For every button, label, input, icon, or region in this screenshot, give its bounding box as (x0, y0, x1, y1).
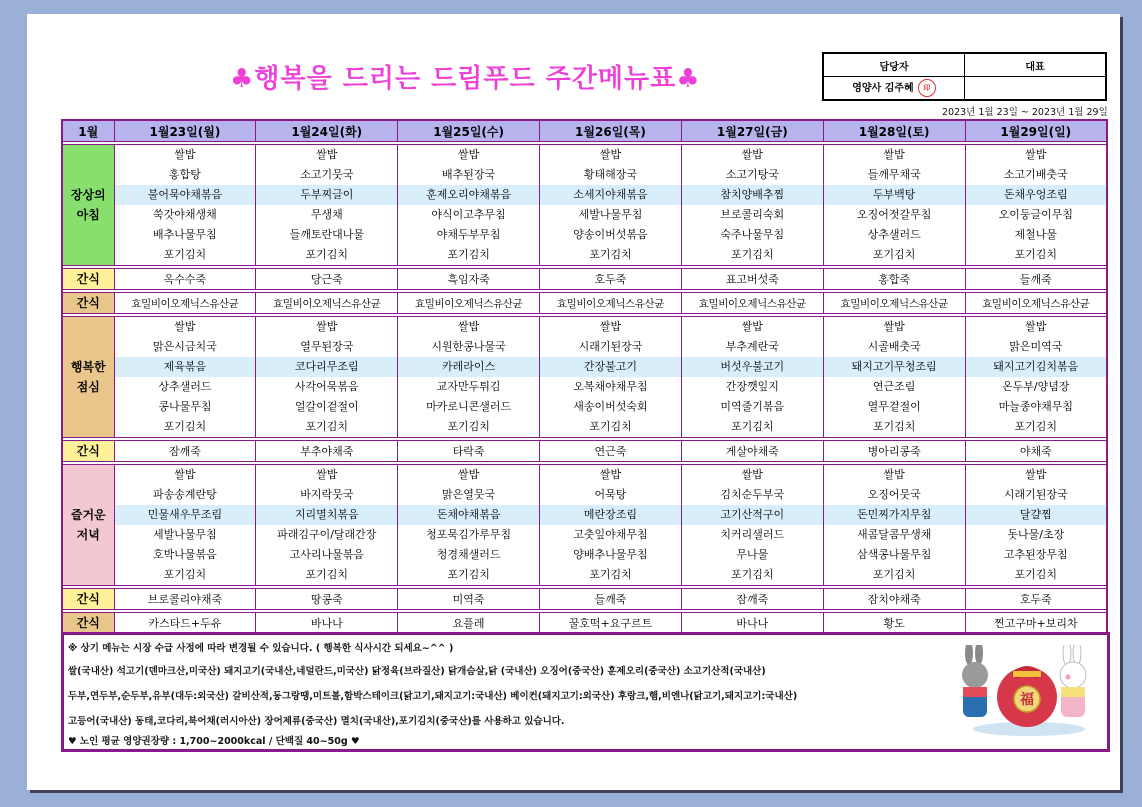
snack-item: 야채죽 (965, 441, 1107, 462)
dish-item: 상추샐러드 (867, 228, 921, 241)
dish-item: 사각어묵볶음 (294, 380, 359, 393)
snack-item: 잠치야채죽 (823, 589, 965, 610)
dish-item: 쌀밥 (174, 148, 196, 161)
snack1-label: 간식 (62, 269, 114, 290)
dish-item: 포기김치 (589, 248, 632, 261)
dish-item: 세발나물무침 (578, 208, 643, 221)
breakfast-day-cell (114, 145, 256, 266)
day-header: 1월23일(월) (114, 120, 256, 142)
dish-item: 달걀찜 (966, 505, 1106, 525)
dish-item: 돼지고기김치볶음 (966, 357, 1106, 377)
approval-label-ceo: 대표 (965, 53, 1107, 77)
lunch-day-cell (114, 317, 256, 438)
breakfast-row (62, 145, 1107, 266)
breakfast-day-cell (681, 145, 823, 266)
snack-item: 황도 (823, 613, 965, 635)
dish-item: 쌀밥 (883, 320, 905, 333)
dish-item: 쌀밥 (174, 320, 196, 333)
dish-item: 포기김치 (163, 568, 207, 581)
dish-item: 온두부/양념장 (1002, 380, 1070, 393)
snack-item: 잠깨죽 (114, 441, 256, 462)
dinner-day-cell (540, 465, 682, 586)
snack2-row (62, 441, 1107, 462)
dish-item: 포기김치 (163, 420, 207, 433)
dish-item: 시래기된장국 (1003, 488, 1068, 501)
dish-item: 쌀밥 (457, 320, 480, 333)
dish-item: 포기김치 (589, 420, 632, 433)
snack-item: 브로콜리야채죽 (114, 589, 256, 610)
dish-item: 세발나물무침 (153, 528, 217, 541)
snack-item: 들깨죽 (540, 589, 682, 610)
dish-item: 포기김치 (447, 248, 490, 261)
dish-item: 배추된장국 (442, 168, 496, 181)
snack2-label: 간식 (62, 441, 114, 462)
lunch-day-cell (256, 317, 398, 438)
lunch-day-cell (681, 317, 823, 438)
dinner-label: 즐거운 저녁 (62, 465, 114, 586)
breakfast-label: 장상의 아침 (62, 145, 114, 266)
dish-item: 시원한콩나물국 (431, 340, 506, 353)
dinner-row (62, 465, 1107, 586)
dish-item: 쌀밥 (1025, 148, 1047, 161)
day-header: 1월24일(화) (256, 120, 398, 142)
dish-item: 돈채우엉조림 (966, 185, 1106, 205)
snack4-row (62, 613, 1107, 635)
note-line: 두부,연두부,순두부,유부(대두:외국산) 갈비산적,동그랑땡,미트볼,함박스테이크(닭고기,돼지고기:국내산) 베이컨(돼지고기:외국산) 후랑크,햄,비엔나(닭고기,돼지고기:국내산) (68, 691, 798, 702)
snack-item: 찐고구마+보리차 (965, 613, 1107, 635)
dish-item: 간장깻잎지 (725, 380, 779, 393)
day-header: 1월29일(일) (965, 120, 1107, 142)
dish-item: 포기김치 (1014, 248, 1058, 261)
snack-item: 효밀비이오제닉스유산균 (681, 293, 823, 314)
dish-item: 포기김치 (1014, 568, 1058, 581)
dish-item: 청포묵김가루무침 (426, 528, 512, 541)
dish-item: 쌀밥 (457, 148, 480, 161)
snack-item: 흑임자죽 (398, 269, 540, 290)
dish-item: 황태해장국 (583, 168, 638, 181)
day-header: 1월27일(금) (681, 120, 823, 142)
lunch-row (62, 317, 1107, 438)
dish-item: 두부백탕 (824, 185, 965, 205)
dish-item: 들깨무채국 (867, 168, 921, 181)
dinner-day-cell (114, 465, 256, 586)
snack3-label: 간식 (62, 589, 114, 610)
note-line: ※ 상기 메뉴는 시장 수급 사정에 따라 변경될 수 있습니다. ( 행복한 식사시간 되세요~^^ ) (68, 643, 454, 654)
dish-item: 간장불고기 (540, 357, 681, 377)
snack-item: 미역죽 (398, 589, 540, 610)
dish-item: 바지락뭇국 (300, 488, 354, 501)
dish-item: 시골배춧국 (867, 340, 921, 353)
dish-item: 상추샐러드 (158, 380, 212, 393)
dish-item: 양송이버섯볶음 (573, 228, 648, 241)
dish-item: 숙주나물무침 (720, 228, 785, 241)
dish-item: 포기김치 (305, 420, 349, 433)
dish-item: 소고기배춧국 (1003, 168, 1068, 181)
dish-item: 포기김치 (589, 568, 632, 581)
dish-item: 쌀밥 (599, 320, 622, 333)
dish-item: 제육볶음 (115, 357, 256, 377)
page-title: ♣행복을 드리는 드림푸드 주간메뉴표♣ (230, 64, 701, 94)
dish-item: 고사리나물볶음 (289, 548, 364, 561)
dish-item: 브로콜리숙회 (720, 208, 785, 221)
dish-item: 들깨토란대나물 (289, 228, 364, 241)
dinner-day-cell (256, 465, 398, 586)
dish-item: 제철나물 (1014, 228, 1058, 241)
day-header: 1월26일(목) (540, 120, 682, 142)
dish-item: 쌀밥 (457, 468, 480, 481)
dish-item: 마카로니콘샐러드 (426, 400, 512, 413)
weekly-menu-table (61, 119, 1108, 635)
dish-item: 쌀밥 (316, 148, 338, 161)
dish-item: 쌀밥 (174, 468, 196, 481)
dish-item: 메란장조림 (540, 505, 681, 525)
snack-item: 땅콩죽 (256, 589, 398, 610)
seal-stamp-icon: 印 (918, 79, 936, 97)
dish-item: 오징어젓갈무침 (856, 208, 932, 221)
dinner-day-cell (398, 465, 540, 586)
breakfast-day-cell (398, 145, 540, 266)
month-header: 1월 (62, 120, 114, 142)
dish-item: 쌀밥 (741, 468, 763, 481)
dish-item: 양배추나물무침 (573, 548, 648, 561)
dish-item: 쌀밥 (741, 320, 763, 333)
dish-item: 열무된장국 (300, 340, 354, 353)
dish-item: 얼갈이겉절이 (294, 400, 359, 413)
dish-item: 포기김치 (872, 420, 916, 433)
rabbit-mascot-icon (955, 645, 1095, 737)
snack-item: 들깨죽 (965, 269, 1107, 290)
dish-item: 포기김치 (872, 568, 916, 581)
dish-item: 포기김치 (731, 420, 774, 433)
dish-item: 포기김치 (872, 248, 916, 261)
dish-item: 김치순두부국 (720, 488, 785, 501)
snack-item: 카스타드+두유 (114, 613, 256, 635)
dinner-day-cell (823, 465, 965, 586)
dish-item: 청경채샐러드 (436, 548, 501, 561)
note-line: ♥ 노인 평균 영양권장량 : 1,700~2000kcal / 단백질 40~50g ♥ (68, 736, 360, 747)
dish-item: 배추나물무침 (153, 228, 217, 241)
dish-item: 무나물 (736, 548, 769, 561)
dinner-day-cell (965, 465, 1107, 586)
snack1-row (62, 269, 1107, 290)
approval-label-manager: 담당자 (823, 53, 965, 77)
lunch-label: 행복한 점심 (62, 317, 114, 438)
approval-box (822, 52, 1107, 101)
day-header: 1월28일(토) (823, 120, 965, 142)
dish-item: 파래김구이/달래간장 (277, 528, 377, 541)
dish-item: 쌀밥 (599, 468, 622, 481)
dish-item: 돗나물/초장 (1007, 528, 1065, 541)
snack-item: 효밀비이오제닉스유산균 (114, 293, 256, 314)
dish-item: 새송이버섯숙회 (573, 400, 648, 413)
dish-item: 시래기된장국 (578, 340, 643, 353)
dish-item: 연근조림 (872, 380, 916, 393)
dish-item: 오복채야채무침 (573, 380, 648, 393)
dish-item: 불어묵야채볶음 (115, 185, 256, 205)
dish-item: 미역줄기볶음 (720, 400, 785, 413)
lunch-day-cell (540, 317, 682, 438)
dish-item: 고춧잎야채무침 (573, 528, 648, 541)
dish-item: 고추된장무침 (1003, 548, 1068, 561)
dish-item: 돈민찌가지무침 (824, 505, 965, 525)
dish-item: 카레라이스 (398, 357, 539, 377)
dish-item: 참치양배추찜 (682, 185, 823, 205)
snack-item: 게살야채죽 (681, 441, 823, 462)
breakfast-day-cell (256, 145, 398, 266)
dish-item: 야채두부무침 (436, 228, 501, 241)
snack-item: 꿀호떡+요구르트 (540, 613, 682, 635)
snack-item: 효밀비이오제닉스유산균 (256, 293, 398, 314)
dish-item: 교자만두튀김 (436, 380, 501, 393)
snack-item: 홍합죽 (823, 269, 965, 290)
dish-item: 포기김치 (305, 248, 349, 261)
snack-item: 바나나 (681, 613, 823, 635)
dish-item: 쌀밥 (599, 148, 622, 161)
snack-item: 병아리콩죽 (823, 441, 965, 462)
snack3-row (62, 589, 1107, 610)
dinner-day-cell (681, 465, 823, 586)
snack-item: 연근죽 (540, 441, 682, 462)
snack-item: 효밀비이오제닉스유산균 (540, 293, 682, 314)
note-line: 고등어(국내산) 동태,코다리,북어채(러시아산) 장어제류(중국산) 멸치(국내산),포기김치(중국산)를 사용하고 있습니다. (68, 716, 565, 727)
dish-item: 쌀밥 (883, 148, 905, 161)
dish-item: 쑥갓야채생채 (153, 208, 217, 221)
dietitian-cell (823, 77, 965, 101)
dish-item: 쌀밥 (1025, 320, 1047, 333)
dish-item: 홍합탕 (168, 168, 201, 181)
snack-item: 바나나 (256, 613, 398, 635)
dish-item: 소고기뭇국 (300, 168, 354, 181)
dish-item: 포기김치 (731, 568, 774, 581)
snack-item: 호두죽 (540, 269, 682, 290)
date-range: 2023년 1월 23일 ~ 2023년 1월 29일 (942, 107, 1108, 118)
dish-item: 콩나물무침 (158, 400, 212, 413)
snack-item: 요플레 (398, 613, 540, 635)
dish-item: 고기산적구이 (682, 505, 823, 525)
snack4-label: 간식 (62, 613, 114, 635)
dish-item: 쌀밥 (741, 148, 763, 161)
dietitian-name: 영양사 김주혜 (852, 83, 914, 94)
dish-item: 쌀밥 (316, 320, 338, 333)
probiotic-row (62, 293, 1107, 314)
dish-item: 지리멸치볶음 (256, 505, 397, 525)
fortune-badge: 福 (1020, 692, 1034, 708)
snack-item: 타락죽 (398, 441, 540, 462)
dish-item: 마늘종야채무침 (998, 400, 1073, 413)
dish-item: 삼색콩나물무침 (856, 548, 932, 561)
dish-item: 치커리샐러드 (720, 528, 785, 541)
dish-item: 열무겉절이 (867, 400, 921, 413)
ceo-sign-cell (965, 77, 1107, 101)
breakfast-day-cell (965, 145, 1107, 266)
probiotic-label: 간식 (62, 293, 114, 314)
dish-item: 호박나물볶음 (153, 548, 217, 561)
dish-item: 어묵탕 (594, 488, 627, 501)
dish-item: 포기김치 (731, 248, 774, 261)
snack-item: 당근죽 (256, 269, 398, 290)
dish-item: 쌀밥 (316, 468, 338, 481)
dish-item: 소고기탕국 (725, 168, 779, 181)
snack-item: 호두죽 (965, 589, 1107, 610)
breakfast-day-cell (823, 145, 965, 266)
note-line: 쌀(국내산) 석고기(덴마크산,미국산) 돼지고기(국내산,네덜란드,미국산) 닭정육(브라질산) 닭개슴살,닭 (국내산) 오징어(중국산) 훈제오리(중국산) 소고기산적(국내산) (68, 666, 766, 677)
dish-item: 부추계란국 (725, 340, 779, 353)
dish-item: 오징어뭇국 (867, 488, 921, 501)
snack-item: 효밀비이오제닉스유산균 (965, 293, 1107, 314)
dish-item: 야식이고추무침 (431, 208, 506, 221)
dish-item: 포기김치 (1014, 420, 1058, 433)
dish-item: 민물새우무조림 (115, 505, 256, 525)
lunch-day-cell (823, 317, 965, 438)
dish-item: 맑은열뭇국 (442, 488, 496, 501)
menu-header-row (62, 120, 1107, 142)
dish-item: 포기김치 (447, 568, 490, 581)
dish-item: 파송송계란탕 (153, 488, 217, 501)
notes-box (61, 632, 1110, 752)
snack-item: 효밀비이오제닉스유산균 (398, 293, 540, 314)
snack-item: 잠깨죽 (681, 589, 823, 610)
dish-item: 새콤달콤무생채 (856, 528, 932, 541)
day-header: 1월25일(수) (398, 120, 540, 142)
snack-item: 부추야채죽 (256, 441, 398, 462)
dish-item: 포기김치 (305, 568, 349, 581)
snack-item: 효밀비이오제닉스유산균 (823, 293, 965, 314)
dish-item: 두부찌글이 (256, 185, 397, 205)
dish-item: 버섯우불고기 (682, 357, 823, 377)
lunch-day-cell (398, 317, 540, 438)
dish-item: 돼지고기무청조림 (824, 357, 965, 377)
dish-item: 훈제오리야채볶음 (398, 185, 539, 205)
dish-item: 코다리무조림 (256, 357, 397, 377)
breakfast-day-cell (540, 145, 682, 266)
snack-item: 옥수수죽 (114, 269, 256, 290)
dish-item: 맑은미역국 (1009, 340, 1063, 353)
dish-item: 소세지야채볶음 (540, 185, 681, 205)
dish-item: 쌀밥 (1025, 468, 1047, 481)
dish-item: 쌀밥 (883, 468, 905, 481)
snack-item: 표고버섯죽 (681, 269, 823, 290)
dish-item: 포기김치 (163, 248, 207, 261)
dish-item: 무생채 (310, 208, 343, 221)
dish-item: 돈채야채볶음 (398, 505, 539, 525)
dish-item: 맑은시금치국 (153, 340, 217, 353)
dish-item: 포기김치 (447, 420, 490, 433)
dish-item: 오이둥글이무침 (998, 208, 1073, 221)
lunch-day-cell (965, 317, 1107, 438)
